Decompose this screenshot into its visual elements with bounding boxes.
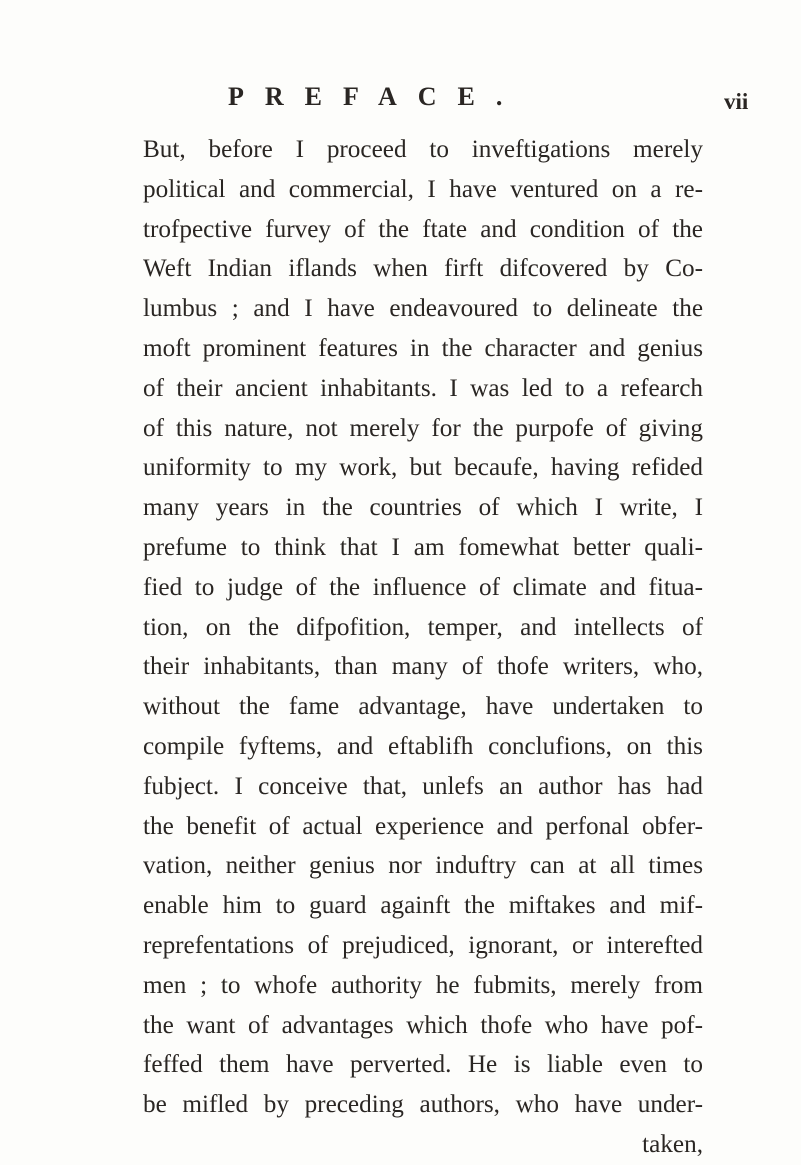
text-line: prefume to think that I am fomewhat better quali- [143,533,703,561]
text-line: their inhabitants, than many of thofe writers, who, [143,653,703,681]
text-line: the benefit of actual experience and perfonal obfer- [143,812,703,840]
text-line: the want of advantages which thofe who have pof- [143,1011,703,1039]
text-line: without the fame advantage, have undertaken to [143,693,703,721]
catchword: taken, [642,1130,703,1158]
text-line: vation, neither genius nor induftry can at all times [143,852,703,880]
text-line: tion, on the difpofition, temper, and intellects of [143,613,703,641]
text-line: fied to judge of the influence of climate and fitua- [143,573,703,601]
text-line: feffed them have perverted. He is liable even to [143,1051,703,1079]
text-line: fubject. I conceive that, unlefs an author has had [143,772,703,800]
text-line: political and commercial, I have ventured on a re- [143,175,703,203]
body-text [143,130,703,1165]
text-line: of this nature, not merely for the purpofe of giving [143,414,703,442]
text-line: But, before I proceed to inveftigations merely [143,136,703,163]
text-line: moft prominent features in the character and genius [143,334,703,362]
text-line: trofpective furvey of the ftate and condition of the [143,215,703,243]
text-line: of their ancient inhabitants. I was led to a refearch [143,374,703,402]
text-line: lumbus ; and I have endeavoured to delineate the [143,295,703,323]
text-line: Weft Indian iflands when firft difcovered by Co- [143,255,703,283]
text-line: reprefentations of prejudiced, ignorant, or interefted [143,931,703,959]
text-line: men ; to whofe authority he fubmits, merely from [143,971,703,999]
text-line: many years in the countries of which I write, I [143,494,703,522]
page-number: vii [724,89,749,114]
running-head: PREFACE. [228,82,524,111]
text-line: uniformity to my work, but becaufe, having refided [143,454,703,482]
text-line: enable him to guard againft the miftakes and mif- [143,892,703,920]
text-line: be mifled by preceding authors, who have under- [143,1091,703,1119]
text-line: compile fyftems, and eftablifh conclufions, on this [143,732,703,760]
